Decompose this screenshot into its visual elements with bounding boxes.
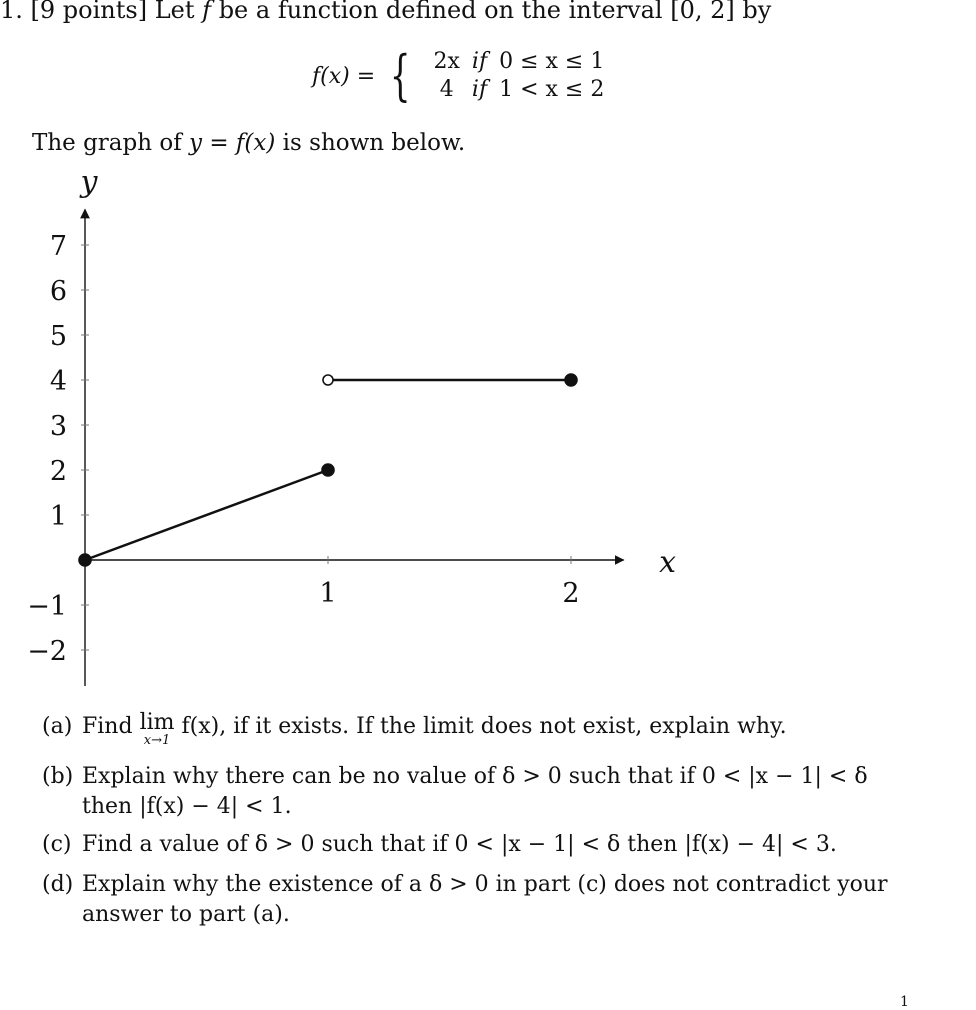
- part-tag: (d): [42, 872, 74, 897]
- definition-lhs: f(x) =: [312, 63, 376, 89]
- statement-suffix: be a function defined on the interval [0, 2] by: [218, 0, 772, 24]
- part-d: [42, 870, 922, 930]
- piecewise-definition: [312, 44, 610, 107]
- left-brace: {: [390, 44, 411, 107]
- open-endpoint: [323, 375, 333, 385]
- problem-points: [9 points]: [30, 0, 148, 24]
- y-axis-label: y: [80, 164, 98, 200]
- cases-table: [428, 48, 611, 104]
- x-axis-label: x: [659, 545, 677, 580]
- part-tag: (b): [42, 764, 74, 789]
- part-c: [42, 830, 922, 860]
- y-tick-label: −2: [27, 636, 67, 667]
- case-cond: 0 ≤ x ≤ 1: [499, 49, 605, 74]
- part-tag: (a): [42, 714, 73, 739]
- y-tick-label: 2: [49, 456, 67, 487]
- y-tick-label: 1: [49, 501, 67, 532]
- y-tick-label: −1: [27, 591, 67, 622]
- function-graph: [0, 160, 680, 700]
- x-tick-label: 1: [319, 578, 337, 609]
- statement-prefix: Let: [154, 0, 195, 24]
- case-row: [428, 48, 611, 76]
- case-expr: 2x: [433, 49, 460, 74]
- part-a-text-before: Find: [82, 714, 133, 739]
- case-row: [428, 76, 611, 104]
- y-tick-label: 7: [49, 231, 67, 262]
- intro-suffix: is shown below.: [282, 130, 466, 156]
- y-tick-label: 3: [49, 411, 67, 442]
- y-tick-label: 5: [49, 321, 67, 352]
- part-tag: (c): [42, 832, 72, 857]
- problem-number: 1.: [0, 0, 23, 24]
- case-if: if: [471, 49, 488, 74]
- page-number: 1: [900, 994, 909, 1010]
- case-cond: 1 < x ≤ 2: [499, 77, 605, 102]
- part-body: Find a value of δ > 0 such that if 0 < |x − 1| < δ then |f(x) − 4| < 3.: [82, 832, 837, 857]
- closed-endpoint: [79, 554, 91, 566]
- limit-subscript: x→1: [143, 733, 171, 748]
- case-if: if: [471, 77, 488, 102]
- part-b: [42, 762, 922, 822]
- graph-intro: [32, 130, 465, 156]
- case-expr: 4: [439, 77, 454, 102]
- statement-function-symbol: f: [202, 0, 212, 24]
- limit-word: lim: [139, 710, 175, 735]
- problem-header: [0, 0, 771, 24]
- part-body: Explain why there can be no value of δ > 0 such that if 0 < |x − 1| < δ then |f(x) − 4| < 1.: [82, 764, 868, 819]
- intro-prefix: The graph of: [32, 130, 182, 156]
- closed-endpoint: [565, 374, 577, 386]
- part-a-text-after: f(x), if it exists. If the limit does not exist, explain why.: [181, 714, 787, 739]
- series-line-0: [85, 470, 328, 560]
- limit-notation: [140, 712, 175, 747]
- part-body: Explain why the existence of a δ > 0 in part (c) does not contradict your answer to part (a).: [82, 872, 888, 927]
- part-body: [82, 712, 922, 747]
- intro-equation: y = f(x): [189, 130, 276, 156]
- x-tick-label: 2: [562, 578, 580, 609]
- y-tick-label: 4: [49, 366, 67, 397]
- part-a: [42, 712, 922, 747]
- y-tick-label: 6: [49, 276, 67, 307]
- closed-endpoint: [322, 464, 334, 476]
